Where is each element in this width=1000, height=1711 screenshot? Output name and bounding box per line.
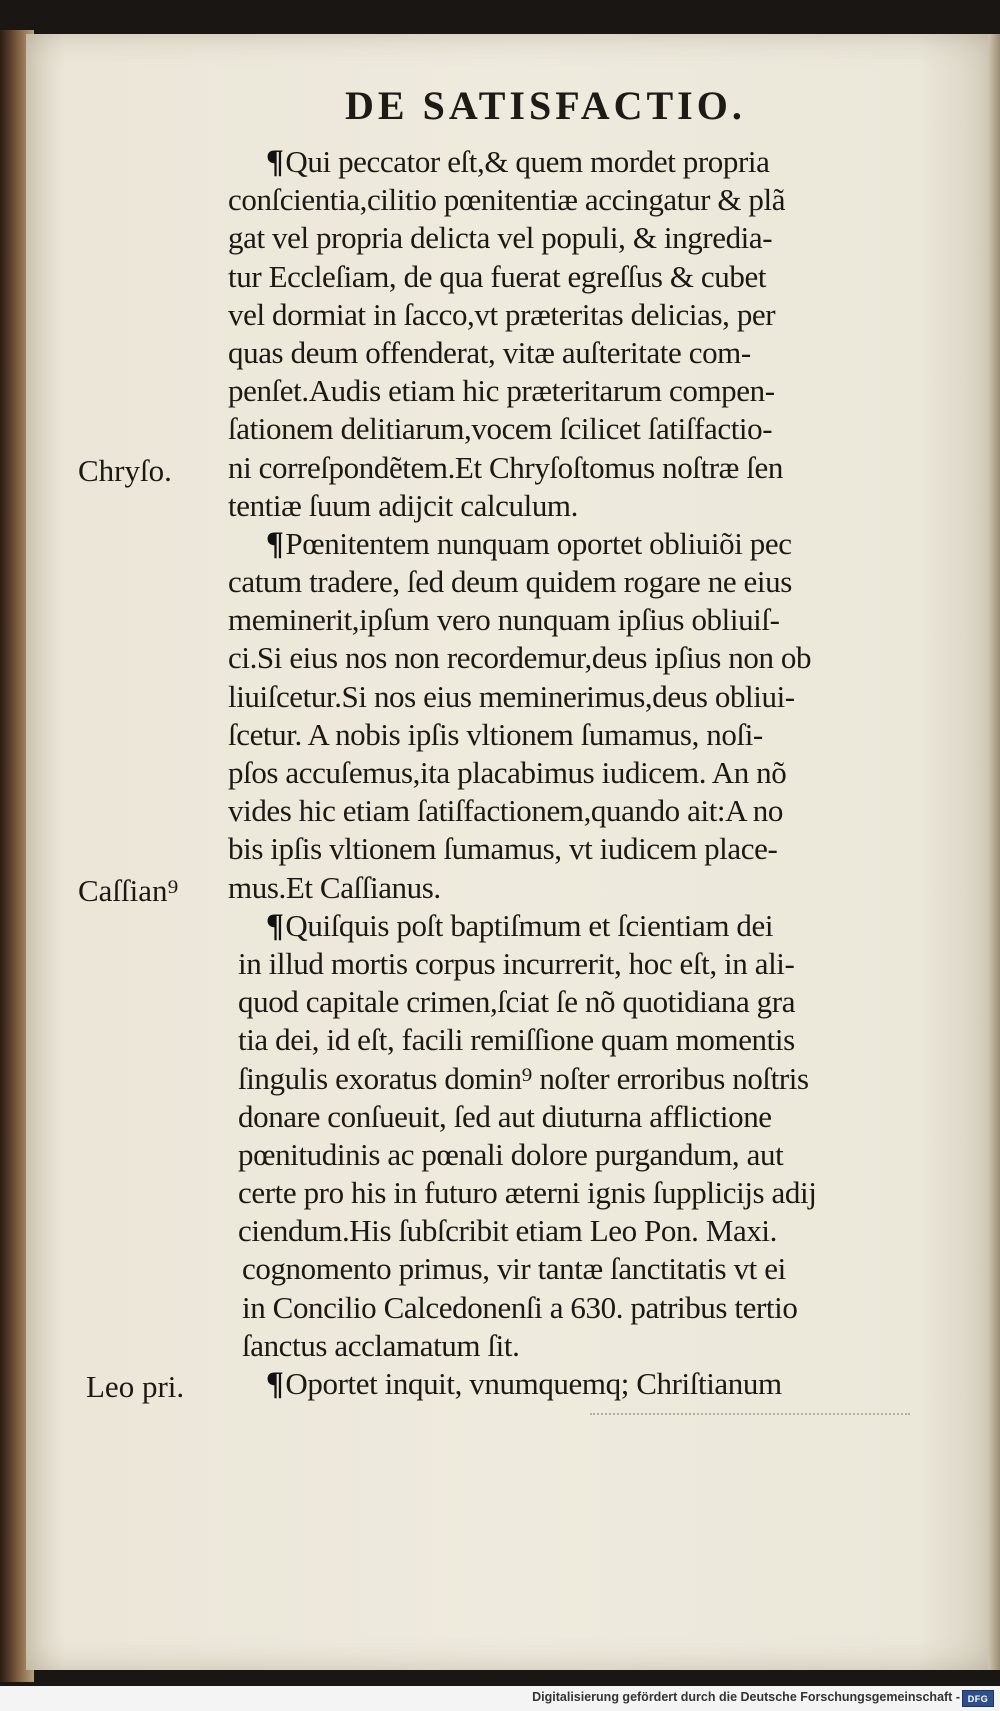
text-line-content: quas deum offenderat, vitæ auſteritate com-: [228, 334, 751, 370]
text-line: [228, 1250, 948, 1288]
text-line: [228, 563, 948, 601]
ornament-dotted-line: [590, 1413, 910, 1417]
text-line: [228, 334, 948, 372]
text-line: [228, 181, 948, 219]
text-line-content: catum tradere, ſed deum quidem rogare ne eius: [228, 564, 792, 600]
text-line-content: ſingulis exoratus domin⁹ noſter erroribus noſtris: [238, 1060, 809, 1096]
text-line-content: penſet.Audis etiam hic præteritarum compen-: [228, 373, 775, 409]
dfg-logo: [962, 1690, 994, 1707]
text-line: [228, 1212, 948, 1250]
text-line-content: in illud mortis corpus incurrerit, hoc eſt, in ali-: [238, 945, 795, 981]
text-line-content: bis ipſis vltionem ſumamus, vt iudicem place-: [228, 831, 778, 867]
text-line: [228, 945, 948, 983]
footer-credit: Digitalisierung gefördert durch die Deutsche Forschungsgemeinschaft -: [532, 1690, 960, 1704]
text-line-content: vides hic etiam ſatiſfactionem,quando ait:A no: [228, 793, 783, 829]
dfg-logo-text: DFG: [967, 1693, 989, 1704]
text-line-content: mus.Et Caſſianus.: [228, 869, 441, 905]
text-line-content: Pœnitentem nunquam oportet obliuiõi pec: [285, 525, 792, 561]
text-line-content: Oportet inquit, vnumquemq; Chriſtianum: [285, 1366, 782, 1401]
text-line-content: donare conſueuit, ſed aut diuturna afflictione: [238, 1098, 772, 1134]
text-line-content: tentiæ ſuum adijcit calculum.: [228, 487, 578, 523]
text-line-content: in Concilio Calcedonenſi a 630. patribus tertio: [242, 1289, 798, 1325]
text-line: [228, 1289, 948, 1327]
text-line: [228, 1174, 948, 1212]
footer-bar: [0, 1686, 1000, 1711]
paragraph-mark: ¶: [266, 907, 284, 944]
text-line-content: ni correſpondẽtem.Et Chryſoſtomus noſtræ ſen: [228, 449, 783, 485]
text-line: [228, 869, 948, 907]
text-line-content: Quiſquis poſt baptiſmum et ſcientiam dei: [285, 907, 774, 943]
text-line: [228, 449, 948, 487]
text-line-content: liuiſcetur.Si nos eius meminerimus,deus obliui-: [228, 678, 795, 714]
text-line: [228, 678, 948, 716]
text-line: [228, 1021, 948, 1059]
text-line: [228, 1098, 948, 1136]
text-line: [228, 219, 948, 257]
paragraph-mark: ¶: [266, 525, 284, 562]
body-text: [228, 143, 948, 1403]
marginal-note: Leo pri.: [86, 1369, 185, 1405]
text-line: [228, 1327, 948, 1365]
text-line: [228, 258, 948, 296]
text-line-content: ci.Si eius nos non recordemur,deus ipſius non ob: [228, 640, 812, 676]
text-line: [228, 1365, 948, 1403]
paragraph-mark: ¶: [266, 144, 284, 180]
text-line-content: certe pro his in futuro æterni ignis ſupplicijs adij: [238, 1175, 817, 1211]
text-line: [228, 907, 948, 945]
text-line-content: vel dormiat in ſacco,vt præteritas delicias, per: [228, 296, 776, 332]
text-line: [228, 754, 948, 792]
text-line-content: quod capitale crimen,ſciat ſe nõ quotidiana gra: [238, 984, 796, 1020]
text-line: [228, 296, 948, 334]
text-line-content: cognomento primus, vir tantæ ſanctitatis vt ei: [242, 1251, 786, 1287]
text-line: [228, 830, 948, 868]
text-line: [228, 792, 948, 830]
page-heading: DE SATISFACTIO.: [345, 83, 746, 128]
text-line: [228, 410, 948, 448]
text-line: [228, 487, 948, 525]
text-line-content: tur Eccleſiam, de qua fuerat egreſſus & cubet: [228, 258, 767, 294]
text-line-content: Qui peccator eſt,& quem mordet propria: [285, 144, 770, 179]
text-line-content: meminerit,ipſum vero nunquam ipſius obliuiſ-: [228, 602, 780, 638]
text-line-content: pœnitudinis ac pœnali dolore purgandum, aut: [238, 1136, 784, 1172]
text-line-content: tia dei, id eſt, facili remiſſione quam momentis: [238, 1022, 795, 1058]
text-line-content: ſationem delitiarum,vocem ſcilicet ſatiſfactio-: [228, 411, 773, 447]
text-line: [228, 143, 948, 181]
page-edge: [988, 34, 1000, 1670]
text-line: [228, 525, 948, 563]
text-line-content: ſanctus acclamatum ſit.: [242, 1327, 520, 1363]
marginal-note: Chryſo.: [78, 452, 172, 488]
text-line-content: ſcetur. A nobis ipſis vltionem ſumamus, noſi-: [228, 716, 763, 752]
text-line-content: conſcientia,cilitio pœnitentiæ accingatur & plã: [228, 182, 786, 218]
marginal-note: Caſſian⁹: [78, 872, 179, 908]
text-line: [228, 1136, 948, 1174]
text-line: [228, 372, 948, 410]
paragraph-mark: ¶: [266, 1366, 284, 1402]
text-line: [228, 1060, 948, 1098]
text-line: [228, 639, 948, 677]
text-line-content: gat vel propria delicta vel populi, & ingredia-: [228, 220, 773, 256]
text-line: [228, 983, 948, 1021]
text-line: [228, 716, 948, 754]
text-line-content: ciendum.His ſubſcribit etiam Leo Pon. Maxi.: [238, 1213, 777, 1249]
text-line-content: pſos accuſemus,ita placabimus iudicem. An nõ: [228, 755, 787, 790]
text-line: [228, 601, 948, 639]
